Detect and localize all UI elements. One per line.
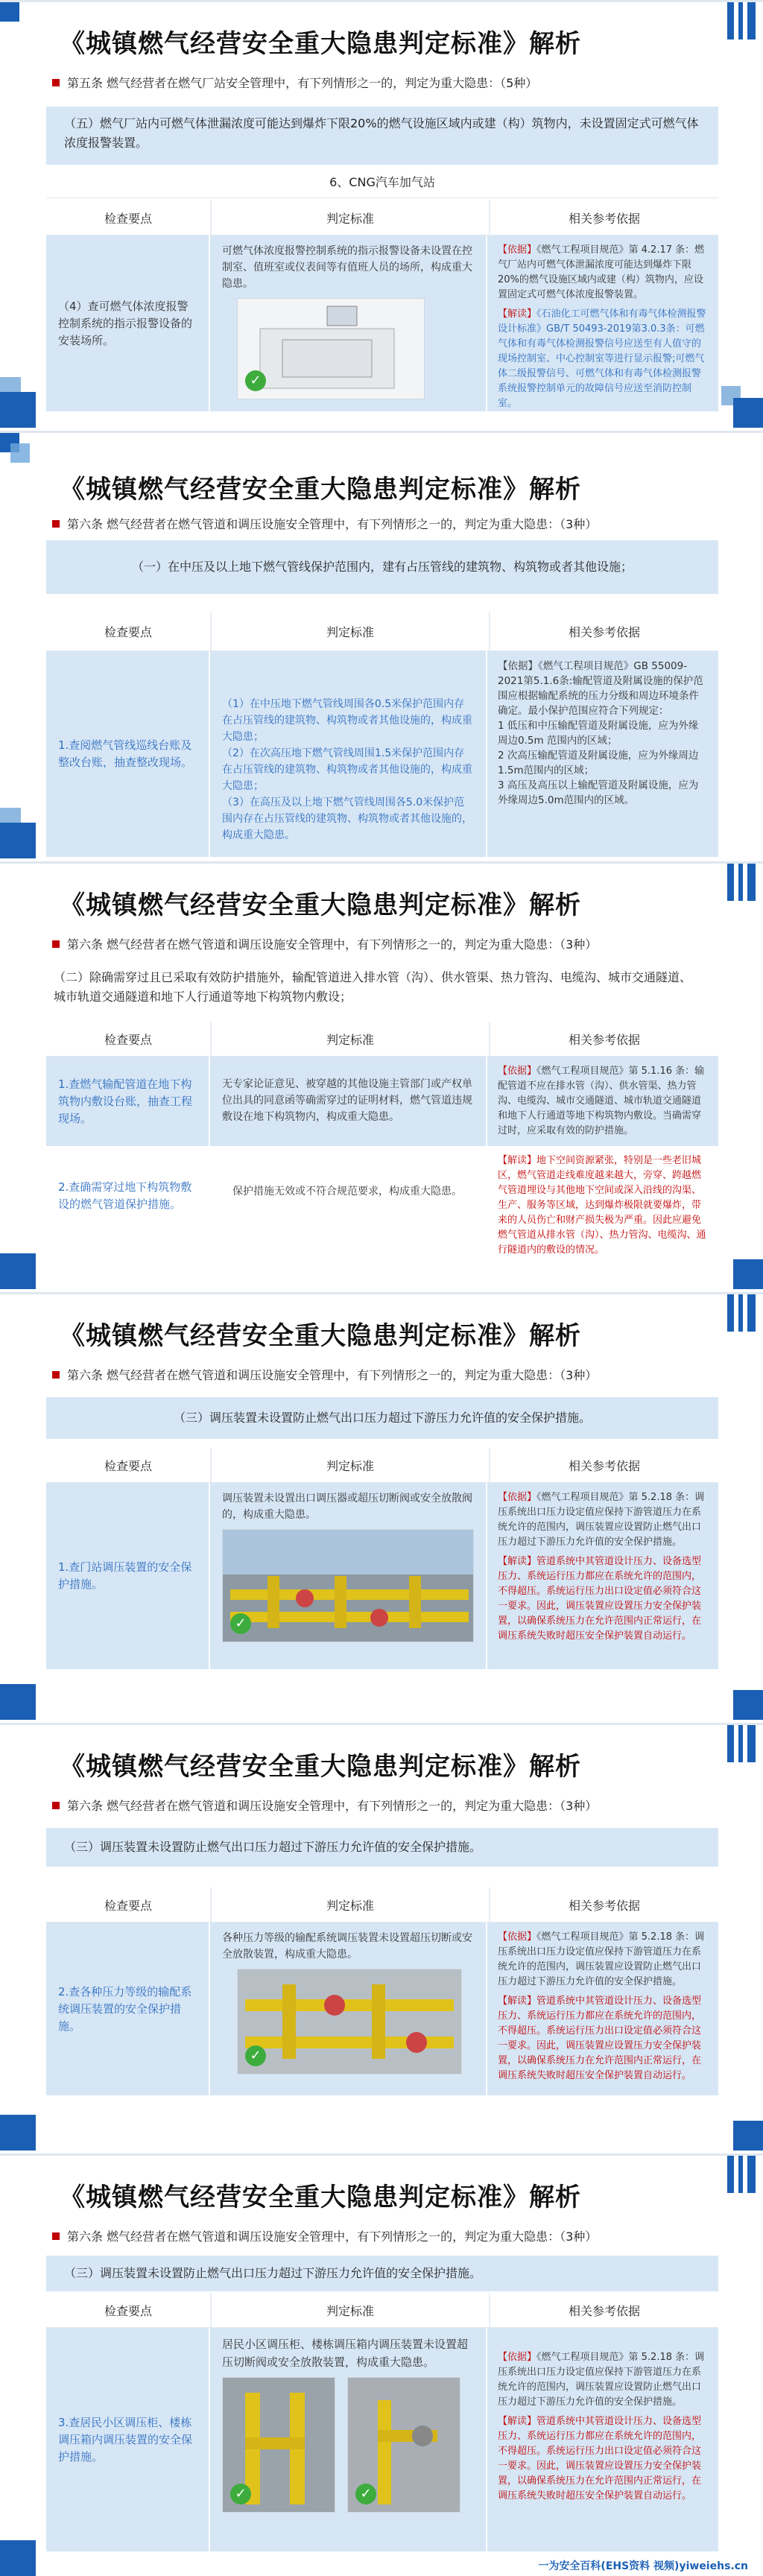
photo-illustration (223, 1530, 474, 1642)
check-icon: ✓ (230, 1613, 251, 1634)
article-text (52, 935, 711, 955)
header-reference: 相关参考依据 (568, 1898, 640, 1913)
ref-tag: 【解读】 (498, 1155, 537, 1166)
standard-cell (210, 2328, 487, 2551)
site-photo (237, 1969, 462, 2075)
table-body (46, 1057, 718, 1256)
site-photo (347, 2377, 460, 2513)
reference-text: 《燃气工程项目规范》第 4.2.17 条：燃气厂站内可燃气体泄漏浓度可能达到爆炸下限 20%的燃气设施区域内或建（构）筑物内，应设置固定式可燃气体浓度报警装置。 (498, 244, 705, 300)
reference-cell (487, 1057, 718, 1146)
decor-square (727, 2156, 756, 2193)
slide-title: 《城镇燃气经营安全重大隐患判定标准》解析 (60, 2183, 581, 2212)
decor-square (0, 392, 36, 428)
ref-tag: 【依据】 (498, 1492, 537, 1503)
site-photo (237, 298, 425, 399)
criteria-table (46, 2293, 718, 2551)
standard-cell (210, 1922, 487, 2095)
table-header (46, 1887, 718, 1922)
article-label: 第六条 燃气经营者在燃气管道和调压设施安全管理中，有下列情形之一的，判定为重大隐患：（3种） (67, 2230, 598, 2244)
table-row (46, 651, 718, 857)
subheading: 6、CNG汽车加气站 (46, 168, 718, 198)
ref-tag: 【依据】 (498, 2352, 537, 2363)
ref-tag: 【解读】 (498, 1556, 537, 1567)
standard-cell (210, 651, 487, 857)
criteria-table (46, 612, 718, 857)
highlight-clause: （三）调压装置未设置防止燃气出口压力超过下游压力允许值的安全保护措施。 (46, 1828, 718, 1867)
check-icon: ✓ (245, 370, 266, 391)
bullet-icon (52, 2232, 60, 2240)
slide-title: 《城镇燃气经营安全重大隐患判定标准》解析 (60, 1321, 581, 1351)
header-standard: 判定标准 (212, 612, 490, 651)
footer-watermark: 一为安全百科(EHS资料 视频)yiweiehs.cn (538, 2560, 748, 2572)
header-check-point: 检查要点 (46, 1887, 212, 1922)
slide-title: 《城镇燃气经营安全重大隐患判定标准》解析 (60, 1752, 581, 1782)
article-label: 第六条 燃气经营者在燃气管道和调压设施安全管理中，有下列情形之一的，判定为重大隐患：（3种） (67, 1799, 598, 1813)
header-standard: 判定标准 (212, 1887, 490, 1922)
interpretation-text: 地下空间资源紧张，特别是一些老旧城区，燃气管道走线难度越来越大，旁穿、跨越燃气管道埋设与其他地下空间或深入沿线的沟渠、生产、服务等区域，达到爆炸极限就要爆炸，带来的人员伤亡和财产损失极为严重。因此应避免燃气管道从排水管（沟）、热力管沟、电缆沟、通行隧道内的敷设的情况。 (498, 1155, 706, 1256)
header-standard: 判定标准 (212, 200, 490, 235)
header-check-point: 检查要点 (46, 200, 212, 235)
table-row (46, 1922, 718, 2095)
header-check-point: 检查要点 (46, 612, 212, 651)
highlight-clause: （一）在中压及以上地下燃气管线保护范围内，建有占压管线的建筑物、构筑物或者其他设施； (46, 540, 718, 594)
table-header (46, 1022, 718, 1057)
standard-text: （1）在中压地下燃气管线周围各0.5米保护范围内存在占压管线的建筑物、构筑物或者其他设施的，构成重大隐患； （2）在次高压地下燃气管线周围1.5米保护范围内存在占压管线的建筑物、构筑物或者其他设施的，构成重大隐患； （3）在高压及以上地下燃气管线周围各5.0米保护范围内存在占压管线的建筑物、构筑物或者其他设施的，构成重大隐患。 (222, 698, 472, 841)
table-row (46, 2328, 718, 2551)
photo-illustration (238, 299, 424, 399)
highlight-clause: （二）除确需穿过且已采取有效防护措施外，输配管道进入排水管（沟）、供水管渠、热力管沟、电缆沟、城市交通隧道、城市轨道交通隧道和地下人行通道等地下构筑物内敷设； (46, 961, 718, 1017)
decor-square (0, 1253, 36, 1289)
decor-square (733, 1690, 763, 1720)
check-point: （4）查可燃气体浓度报警控制系统的指示报警设备的安装场所。 (46, 235, 210, 411)
slide-title: 《城镇燃气经营安全重大隐患判定标准》解析 (60, 475, 581, 504)
header-reference: 相关参考依据 (568, 1032, 640, 1047)
interpretation-text: 《石油化工可燃气体和有毒气体检测报警设计标准》GB/T 50493-2019第3.0.3条：可燃气体和有毒气体检测报警信号应送至有人值守的现场控制室、中心控制室等进行显示报警;可燃气体二级报警信号、可燃气体和有毒气体检测报警系统报警控制单元的故障信号应送至消防控制室。 (498, 308, 706, 409)
header-check-point: 检查要点 (46, 1448, 212, 1482)
decor-square (0, 2115, 36, 2151)
article-label: 第六条 燃气经营者在燃气管道和调压设施安全管理中，有下列情形之一的，判定为重大隐患：（3种） (67, 937, 598, 952)
check-point: 1.查燃气输配管道在地下构筑物内敷设台账，抽查工程现场。 (46, 1057, 210, 1146)
decor-square (10, 443, 30, 463)
decor-square (0, 823, 36, 858)
slide-6 (0, 2153, 763, 2576)
check-point: 3.查居民小区调压柜、楼栋调压箱内调压装置的安全保护措施。 (46, 2328, 210, 2551)
table-row (46, 1146, 487, 1246)
reference-text: 《燃气工程项目规范》第 5.2.18 条：调压系统出口压力设定值应保持下游管道压力在系统允许的范围内，调压装置应设置防止燃气出口压力超过下游压力允许值的安全保护措施。 (498, 1931, 705, 1987)
ref-tag: 【依据】 (498, 1931, 537, 1943)
highlight-clause: （五）燃气厂站内可燃气体泄漏浓度可能达到爆炸下限20%的燃气设施区域内或建（构）筑物内，未设置固定式可燃气体浓度报警装置。 (46, 107, 718, 165)
slide-title: 《城镇燃气经营安全重大隐患判定标准》解析 (60, 890, 581, 920)
table-row (46, 1483, 718, 1669)
photo-group (222, 2371, 474, 2513)
interpretation-text: 管道系统中其管道设计压力、设备选型压力、系统运行压力都应在系统允许的范围内，不得超压。系统运行压力出口设定值必须符合这一要求。因此，调压装置应设置压力安全保护装置，以确保系统压力在允许范围内正常运行，在调压系统失败时超压安全保护装置自动运行。 (498, 2416, 702, 2501)
decor-square (0, 2, 19, 22)
criteria-table (46, 1448, 718, 1669)
decor-square (727, 2, 756, 39)
header-check-point: 检查要点 (46, 1022, 212, 1056)
table-left-columns (46, 1057, 487, 1246)
header-reference: 相关参考依据 (568, 211, 640, 226)
ref-tag: 【解读】 (498, 2416, 537, 2427)
check-point: 2.查确需穿过地下构筑物敷设的燃气管道保护措施。 (46, 1146, 210, 1246)
decor-square (727, 864, 756, 901)
header-reference: 相关参考依据 (568, 624, 640, 639)
decor-square (733, 398, 763, 428)
slide-4 (0, 1292, 763, 1720)
slide-5 (0, 1723, 763, 2151)
decor-square (733, 1259, 763, 1289)
check-point: 1.查阅燃气管线巡线台账及整改台账，抽查整改现场。 (46, 651, 210, 857)
check-icon: ✓ (230, 2484, 251, 2504)
header-reference: 相关参考依据 (568, 2303, 640, 2318)
decor-square (0, 1684, 36, 1720)
bullet-icon (52, 79, 60, 86)
check-point: 2.查各种压力等级的输配系统调压装置的安全保护措施。 (46, 1922, 210, 2095)
highlight-clause: （三）调压装置未设置防止燃气出口压力超过下游压力允许值的安全保护措施。 (46, 1397, 718, 1439)
header-standard: 判定标准 (212, 2293, 490, 2327)
bullet-icon (52, 1371, 60, 1379)
reference-cell (487, 1922, 718, 2095)
article-text (52, 1366, 711, 1385)
slide-1 (0, 0, 763, 428)
photo-illustration (238, 1969, 461, 2074)
reference-cell (487, 2328, 718, 2551)
table-row (46, 1057, 487, 1146)
decor-square (733, 2121, 763, 2151)
table-row (46, 235, 718, 411)
reference-column (487, 1057, 718, 1256)
bullet-icon (52, 940, 60, 948)
ref-tag: 【解读】 (498, 308, 537, 320)
header-check-point: 检查要点 (46, 2293, 212, 2327)
interpretation-text: 管道系统中其管道设计压力、设备选型压力、系统运行压力都应在系统允许的范围内，不得超压。系统运行压力出口设定值必须符合这一要求。因此，调压装置应设置压力安全保护装置，以确保系统压力在允许范围内正常运行，在调压系统失败时超压安全保护装置自动运行。 (498, 1556, 702, 1642)
table-header (46, 200, 718, 235)
reference-cell (487, 1146, 718, 1256)
ref-tag: 【依据】 (498, 244, 537, 256)
reference-text: 【依据】《燃气工程项目规范》GB 55009-2021第5.1.6条:输配管道及附属设施的保护范围应根据输配系统的压力分级和周边环境条件确定。最小保护范围应符合下列规定： 1 低压和中压输配管道及附属设施，应为外缘周边0.5m 范围内的区域； 2 次高压输配管道及附属设施，应为外缘周边1.5m范围内的区域； 3 高压及高压以上输配管道及附属设施，应为外缘周边5.0m范围内的区域。 (498, 660, 703, 806)
bullet-icon (52, 520, 60, 528)
ref-tag: 【解读】 (498, 1996, 537, 2007)
highlight-clause: （三）调压装置未设置防止燃气出口压力超过下游压力允许值的安全保护措施。 (46, 2256, 718, 2291)
standard-text: 居民小区调压柜、楼栋调压箱内调压装置未设置超压切断阀或安全放散装置，构成重大隐患。 (222, 2338, 469, 2369)
article-text (52, 74, 711, 93)
reference-text: 《燃气工程项目规范》第 5.1.16 条：输配管道不应在排水管（沟）、供水管渠、热力管沟、电缆沟、城市交通隧道、城市轨道交通隧道和地下人行通道等地下构筑物内敷设。当确需穿过时，应采取有效的防护措施。 (498, 1066, 705, 1136)
bullet-icon (52, 1802, 60, 1809)
article-text (52, 1797, 711, 1816)
criteria-table (46, 1022, 718, 1256)
slide-title: 《城镇燃气经营安全重大隐患判定标准》解析 (60, 29, 581, 59)
header-standard: 判定标准 (212, 1448, 490, 1482)
header-reference: 相关参考依据 (568, 1458, 640, 1473)
decor-square (727, 1294, 756, 1332)
reference-text: 《燃气工程项目规范》第 5.2.18 条：调压系统出口压力设定值应保持下游管道压力在系统允许的范围内，调压装置应设置防止燃气出口压力超过下游压力允许值的安全保护措施。 (498, 1492, 705, 1548)
criteria-table (46, 200, 718, 411)
standard-cell (210, 235, 487, 411)
ref-tag: 【依据】 (498, 1066, 537, 1077)
decor-square (727, 1725, 756, 1762)
slide-2 (0, 431, 763, 858)
table-header (46, 2293, 718, 2328)
reference-cell (487, 651, 718, 857)
header-standard: 判定标准 (212, 1022, 490, 1056)
standard-text: 保护措施无效或不符合规范要求，构成重大隐患。 (210, 1146, 487, 1246)
standard-text: 各种压力等级的输配系统调压装置未设置超压切断或安全放散装置，构成重大隐患。 (222, 1932, 472, 1961)
reference-cell (487, 1483, 718, 1669)
standard-text: 无专家论证意见、被穿越的其他设施主管部门或产权单位出具的同意函等确需穿过的证明材料，燃气管道违规敷设在地下构筑物内，构成重大隐患。 (210, 1057, 487, 1146)
site-photo (222, 1529, 474, 1642)
table-header (46, 1448, 718, 1483)
reference-text: 《燃气工程项目规范》第 5.2.18 条：调压系统出口压力设定值应保持下游管道压力在系统允许的范围内，调压装置应设置防止燃气出口压力超过下游压力允许值的安全保护措施。 (498, 2352, 705, 2408)
standard-text: 可燃气体浓度报警控制系统的指示报警设备未设置在控制室、值班室或仪表间等有值班人员的场所，构成重大隐患。 (222, 245, 472, 290)
decor-square (0, 2540, 36, 2576)
interpretation-text: 管道系统中其管道设计压力、设备选型压力、系统运行压力都应在系统允许的范围内，不得超压。系统运行压力出口设定值必须符合这一要求。因此，调压装置应设置压力安全保护装置，以确保系统压力在允许范围内正常运行，在调压系统失败时超压安全保护装置自动运行。 (498, 1996, 702, 2081)
article-label: 第五条 燃气经营者在燃气厂站安全管理中，有下列情形之一的，判定为重大隐患：（5种） (67, 76, 538, 90)
check-icon: ✓ (355, 2484, 376, 2504)
check-icon: ✓ (245, 2045, 266, 2066)
article-label: 第六条 燃气经营者在燃气管道和调压设施安全管理中，有下列情形之一的，判定为重大隐患：（3种） (67, 517, 598, 531)
article-text (52, 515, 711, 534)
standard-text: 调压装置未设置出口调压器或超压切断阀或安全放散阀的，构成重大隐患。 (222, 1493, 472, 1521)
article-label: 第六条 燃气经营者在燃气管道和调压设施安全管理中，有下列情形之一的，判定为重大隐患：（3种） (67, 1368, 598, 1382)
reference-cell (487, 235, 718, 411)
check-point: 1.查门站调压装置的安全保护措施。 (46, 1483, 210, 1669)
criteria-table (46, 1887, 718, 2095)
slide-3 (0, 861, 763, 1289)
table-header (46, 612, 718, 651)
site-photo (222, 2377, 335, 2513)
article-text (52, 2227, 711, 2247)
standard-cell (210, 1483, 487, 1669)
